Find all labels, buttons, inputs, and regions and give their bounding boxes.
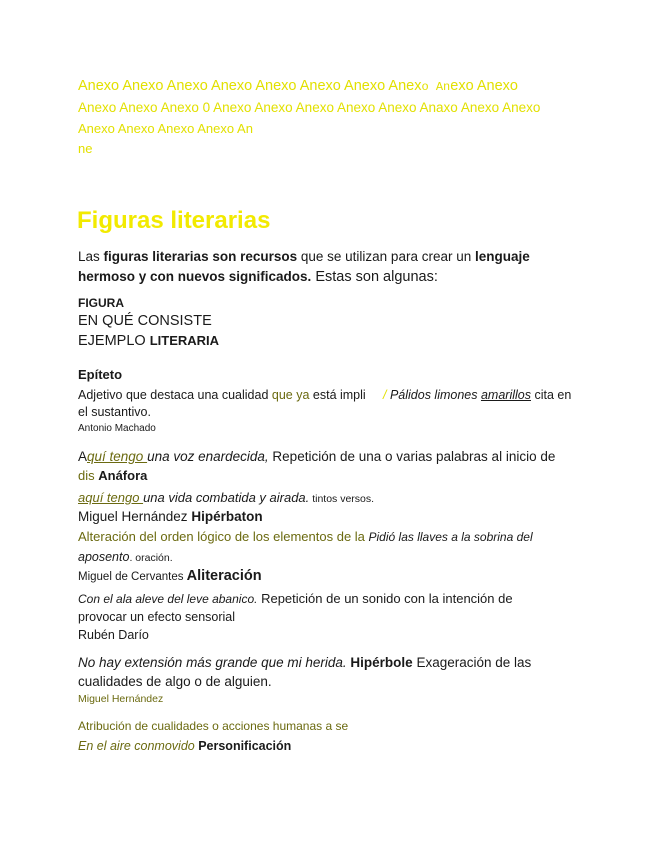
- banner-line-1: [78, 78, 518, 94]
- intro-bold: lenguaje: [474, 249, 530, 264]
- anafora-line-2: [78, 468, 147, 483]
- header-figura: FIGURA: [78, 296, 124, 310]
- hiperbaton-line-2: [78, 550, 173, 564]
- header-consiste: EN QUÉ CONSISTE: [78, 313, 212, 329]
- anafora-text: A: [78, 449, 88, 464]
- epiteto-def: que ya: [271, 388, 310, 402]
- anafora-text: quí tengo: [87, 449, 148, 464]
- aliteracion-line-2: provocar un efecto sensorial: [78, 610, 236, 624]
- hiperbole-line-1: [78, 655, 531, 670]
- figure-name-epiteto: Epíteto: [78, 367, 123, 382]
- personificacion-ex: En el aire conmovido: [78, 739, 199, 753]
- epiteto-def: Adjetivo que destaca una cualidad: [78, 388, 272, 402]
- anafora-text: aquí tengo: [78, 490, 144, 505]
- figure-name-hiperbaton: Hipérbaton: [191, 509, 263, 524]
- intro-bold: hermoso y con nuevos significados.: [78, 269, 312, 284]
- epiteto-line-2: el sustantivo.: [78, 405, 151, 419]
- hiperbaton-ex: Pidió las llaves a la sobrina del: [368, 530, 533, 544]
- epiteto-ex: amarillos: [480, 388, 531, 402]
- epiteto-author: Antonio Machado: [78, 423, 156, 434]
- aliteracion-author: Rubén Darío: [78, 628, 149, 642]
- anafora-text: una vida combatida y airada.: [143, 490, 310, 505]
- intro-text: Las: [78, 249, 104, 264]
- banner-line-4: ne: [78, 141, 93, 156]
- figure-name-hiperbole: Hipérbole: [350, 655, 413, 670]
- hiperbaton-rest: . oración.: [129, 552, 173, 564]
- epiteto-def: está impli: [309, 388, 366, 402]
- header-ejemplo-text: EJEMPLO: [78, 333, 146, 349]
- epiteto-ex-pre: /: [383, 388, 390, 402]
- banner-line-3: Anexo Anexo Anexo Anexo An: [78, 121, 253, 136]
- anafora-author: [78, 509, 263, 524]
- intro-line-1: [78, 249, 530, 264]
- banner-text: o An: [421, 80, 451, 94]
- page-title: Figuras literarias: [77, 207, 271, 234]
- hiperbaton-line-1: [78, 529, 533, 544]
- hiperbaton-def: Alteración del orden lógico de los elementos de la: [78, 529, 369, 544]
- figure-name-anafora: Anáfora: [98, 468, 148, 483]
- hiperbaton-author: [78, 568, 262, 584]
- intro-text: que se utilizan para crear un: [297, 249, 475, 264]
- hiperbaton-ex: aposento: [78, 550, 130, 564]
- intro-text: Estas son algunas:: [311, 269, 438, 285]
- anafora-line-1: [78, 449, 555, 464]
- figure-name-aliteracion: Aliteración: [186, 568, 262, 584]
- epiteto-example: [383, 388, 571, 402]
- epiteto-ex: Pálidos limones: [389, 388, 481, 402]
- anafora-text: una voz enardecida,: [147, 449, 269, 464]
- hiperbole-def: Exageración de las: [412, 655, 532, 670]
- figure-name-personificacion: Personificación: [198, 739, 292, 753]
- aliteracion-line-1: [78, 591, 513, 606]
- epiteto-ex: cita en: [530, 388, 572, 402]
- anafora-text: Repetición de una o varias palabras al inicio de: [268, 449, 556, 464]
- header-literaria: LITERARIA: [149, 333, 220, 348]
- hiperbole-author: Miguel Hernández: [78, 693, 164, 705]
- hiperbole-line-2: cualidades de algo o de alguien.: [78, 674, 272, 689]
- banner-text: exo Anexo: [450, 78, 518, 94]
- intro-line-2: [78, 269, 438, 285]
- banner-text: Anexo Anexo Anexo Anexo Anexo Anexo Anexo Anex: [78, 78, 422, 94]
- anafora-author-text: Miguel Hernández: [78, 509, 192, 524]
- epiteto-line-1: [78, 388, 366, 402]
- banner-line-2: Anexo Anexo Anexo 0 Anexo Anexo Anexo Anexo Anexo Anaxo Anexo Anexo: [78, 100, 541, 115]
- intro-bold: figuras literarias son recursos: [103, 249, 298, 264]
- personificacion-line: [78, 739, 291, 753]
- anafora-text: dis: [78, 468, 99, 483]
- anafora-text: tintos versos.: [309, 493, 375, 505]
- aliteracion-ex: Con el ala aleve del leve abanico.: [78, 592, 258, 606]
- personificacion-def: Atribución de cualidades o acciones humanas a se: [78, 719, 349, 733]
- aliteracion-def: Repetición de un sonido con la intención de: [257, 591, 513, 606]
- header-ejemplo: [78, 333, 219, 349]
- hiperbaton-author-text: Miguel de Cervantes: [78, 571, 187, 583]
- anafora-line-3: [78, 490, 374, 505]
- hiperbole-ex: No hay extensión más grande que mi herida.: [78, 655, 347, 670]
